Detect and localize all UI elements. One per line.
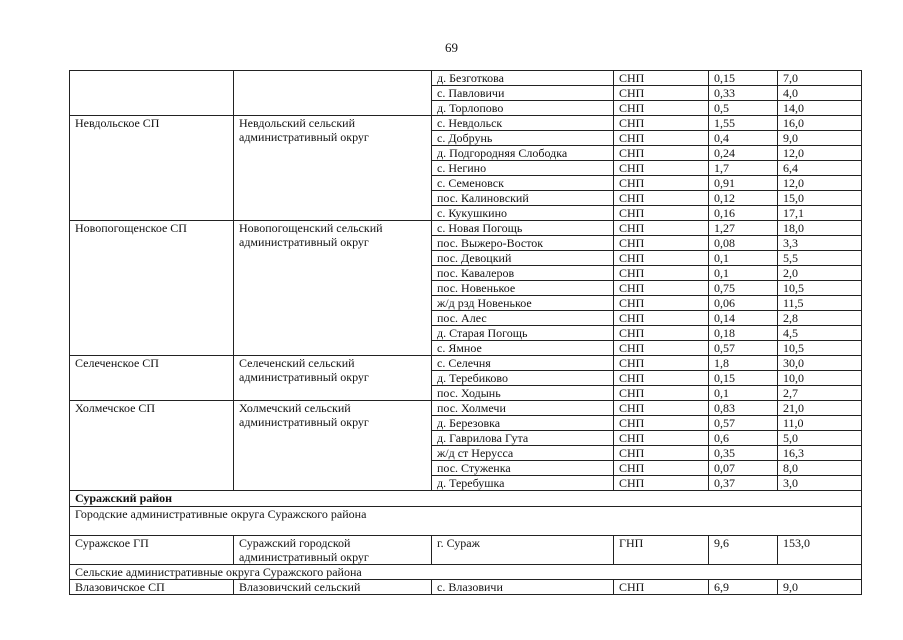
area-cell: 0,12 bbox=[709, 191, 778, 206]
area-cell: 0,15 bbox=[709, 371, 778, 386]
population-cell: 3,0 bbox=[778, 476, 862, 491]
place-cell: д. Гаврилова Гута bbox=[432, 431, 614, 446]
area-cell: 1,7 bbox=[709, 161, 778, 176]
population-cell: 16,3 bbox=[778, 446, 862, 461]
population-cell: 18,0 bbox=[778, 221, 862, 236]
place-cell: д. Теребушка bbox=[432, 476, 614, 491]
type-cell: ГНП bbox=[614, 536, 709, 565]
district-cell: Суражский городской административный округ bbox=[234, 536, 432, 565]
population-cell: 4,5 bbox=[778, 326, 862, 341]
population-cell: 30,0 bbox=[778, 356, 862, 371]
area-cell: 0,1 bbox=[709, 386, 778, 401]
type-cell: СНП bbox=[614, 476, 709, 491]
district-cell: Холмечский сельский административный округ bbox=[234, 401, 432, 491]
area-cell: 6,9 bbox=[709, 580, 778, 595]
type-cell: СНП bbox=[614, 146, 709, 161]
type-cell: СНП bbox=[614, 206, 709, 221]
population-cell: 3,3 bbox=[778, 236, 862, 251]
area-cell: 1,8 bbox=[709, 356, 778, 371]
place-cell: пос. Стуженка bbox=[432, 461, 614, 476]
settlement-cell: Новопогощенское СП bbox=[70, 221, 234, 356]
population-cell: 4,0 bbox=[778, 86, 862, 101]
type-cell: СНП bbox=[614, 461, 709, 476]
place-cell: д. Торлопово bbox=[432, 101, 614, 116]
area-cell: 0,18 bbox=[709, 326, 778, 341]
district-cell: Селеченский сельский административный округ bbox=[234, 356, 432, 401]
settlement-cell: Селеченское СП bbox=[70, 356, 234, 401]
population-cell: 6,4 bbox=[778, 161, 862, 176]
type-cell: СНП bbox=[614, 446, 709, 461]
area-cell: 0,06 bbox=[709, 296, 778, 311]
type-cell: СНП bbox=[614, 371, 709, 386]
area-cell: 0,16 bbox=[709, 206, 778, 221]
place-cell: пос. Кавалеров bbox=[432, 266, 614, 281]
population-cell: 2,0 bbox=[778, 266, 862, 281]
table-row bbox=[70, 580, 862, 595]
place-cell: д. Подгородняя Слободка bbox=[432, 146, 614, 161]
table-row bbox=[70, 71, 862, 86]
population-cell: 9,0 bbox=[778, 580, 862, 595]
area-cell: 0,57 bbox=[709, 341, 778, 356]
type-cell: СНП bbox=[614, 580, 709, 595]
place-cell: пос. Новенькое bbox=[432, 281, 614, 296]
place-cell: д. Теребиково bbox=[432, 371, 614, 386]
table-row bbox=[70, 221, 862, 236]
population-cell: 11,0 bbox=[778, 416, 862, 431]
district-cell: Влазовичский сельский bbox=[234, 580, 432, 595]
table-row bbox=[70, 536, 862, 565]
place-cell: пос. Холмечи bbox=[432, 401, 614, 416]
type-cell: СНП bbox=[614, 401, 709, 416]
area-cell: 0,14 bbox=[709, 311, 778, 326]
area-cell: 0,91 bbox=[709, 176, 778, 191]
type-cell: СНП bbox=[614, 296, 709, 311]
place-cell: д. Березовка bbox=[432, 416, 614, 431]
area-cell: 0,83 bbox=[709, 401, 778, 416]
type-cell: СНП bbox=[614, 326, 709, 341]
place-cell: пос. Девоцкий bbox=[432, 251, 614, 266]
place-cell: ж/д рзд Новенькое bbox=[432, 296, 614, 311]
population-cell: 8,0 bbox=[778, 461, 862, 476]
table-row bbox=[70, 356, 862, 371]
type-cell: СНП bbox=[614, 341, 709, 356]
place-cell: с. Негино bbox=[432, 161, 614, 176]
area-cell: 0,07 bbox=[709, 461, 778, 476]
table-row bbox=[70, 401, 862, 416]
district-cell: Новопогощенский сельский административный округ bbox=[234, 221, 432, 356]
area-cell: 0,33 bbox=[709, 86, 778, 101]
population-cell: 5,0 bbox=[778, 431, 862, 446]
type-cell: СНП bbox=[614, 281, 709, 296]
population-cell: 2,7 bbox=[778, 386, 862, 401]
type-cell: СНП bbox=[614, 176, 709, 191]
place-cell: с. Павловичи bbox=[432, 86, 614, 101]
place-cell: с. Влазовичи bbox=[432, 580, 614, 595]
type-cell: СНП bbox=[614, 131, 709, 146]
type-cell: СНП bbox=[614, 431, 709, 446]
area-cell: 0,5 bbox=[709, 101, 778, 116]
page-number: 69 bbox=[445, 40, 458, 55]
population-cell: 15,0 bbox=[778, 191, 862, 206]
type-cell: СНП bbox=[614, 236, 709, 251]
type-cell: СНП bbox=[614, 86, 709, 101]
district-cell bbox=[234, 71, 432, 116]
place-cell: с. Селечня bbox=[432, 356, 614, 371]
place-cell: пос. Алес bbox=[432, 311, 614, 326]
district-cell: Невдольский сельский административный округ bbox=[234, 116, 432, 221]
settlement-cell: Невдольское СП bbox=[70, 116, 234, 221]
area-cell: 0,75 bbox=[709, 281, 778, 296]
place-cell: с. Ямное bbox=[432, 341, 614, 356]
type-cell: СНП bbox=[614, 191, 709, 206]
population-cell: 16,0 bbox=[778, 116, 862, 131]
area-cell: 1,55 bbox=[709, 116, 778, 131]
area-cell: 0,1 bbox=[709, 266, 778, 281]
area-cell: 0,4 bbox=[709, 131, 778, 146]
population-cell: 11,5 bbox=[778, 296, 862, 311]
population-cell: 10,5 bbox=[778, 281, 862, 296]
population-cell: 9,0 bbox=[778, 131, 862, 146]
place-cell: с. Новая Погощь bbox=[432, 221, 614, 236]
area-cell: 0,35 bbox=[709, 446, 778, 461]
type-cell: СНП bbox=[614, 251, 709, 266]
area-cell: 0,1 bbox=[709, 251, 778, 266]
area-cell: 0,24 bbox=[709, 146, 778, 161]
population-cell: 2,8 bbox=[778, 311, 862, 326]
population-cell: 10,0 bbox=[778, 371, 862, 386]
type-cell: СНП bbox=[614, 221, 709, 236]
area-cell: 9,6 bbox=[709, 536, 778, 565]
population-cell: 12,0 bbox=[778, 146, 862, 161]
place-cell: с. Добрунь bbox=[432, 131, 614, 146]
table-row bbox=[70, 116, 862, 131]
population-cell: 12,0 bbox=[778, 176, 862, 191]
place-cell: пос. Ходынь bbox=[432, 386, 614, 401]
type-cell: СНП bbox=[614, 266, 709, 281]
type-cell: СНП bbox=[614, 356, 709, 371]
section-title: Суражский район bbox=[70, 491, 862, 507]
settlements-table bbox=[69, 70, 862, 595]
place-cell: с. Семеновск bbox=[432, 176, 614, 191]
type-cell: СНП bbox=[614, 116, 709, 131]
area-cell: 0,57 bbox=[709, 416, 778, 431]
place-cell: д. Старая Погощь bbox=[432, 326, 614, 341]
population-cell: 17,1 bbox=[778, 206, 862, 221]
population-cell: 7,0 bbox=[778, 71, 862, 86]
type-cell: СНП bbox=[614, 416, 709, 431]
type-cell: СНП bbox=[614, 311, 709, 326]
area-cell: 0,6 bbox=[709, 431, 778, 446]
type-cell: СНП bbox=[614, 101, 709, 116]
population-cell: 21,0 bbox=[778, 401, 862, 416]
place-cell: д. Безготкова bbox=[432, 71, 614, 86]
type-cell: СНП bbox=[614, 386, 709, 401]
place-cell: г. Сураж bbox=[432, 536, 614, 565]
place-cell: с. Кукушкино bbox=[432, 206, 614, 221]
settlement-cell: Влазовичское СП bbox=[70, 580, 234, 595]
place-cell: пос. Выжеро-Восток bbox=[432, 236, 614, 251]
settlement-cell: Холмечское СП bbox=[70, 401, 234, 491]
settlement-cell bbox=[70, 71, 234, 116]
area-cell: 1,27 bbox=[709, 221, 778, 236]
place-cell: пос. Калиновский bbox=[432, 191, 614, 206]
type-cell: СНП bbox=[614, 71, 709, 86]
population-cell: 153,0 bbox=[778, 536, 862, 565]
type-cell: СНП bbox=[614, 161, 709, 176]
population-cell: 5,5 bbox=[778, 251, 862, 266]
place-cell: с. Невдольск bbox=[432, 116, 614, 131]
urban-districts-heading: Городские административные округа Суражского района bbox=[70, 507, 862, 536]
population-cell: 14,0 bbox=[778, 101, 862, 116]
rural-districts-heading: Сельские административные округа Суражского района bbox=[70, 565, 862, 580]
population-cell: 10,5 bbox=[778, 341, 862, 356]
area-cell: 0,15 bbox=[709, 71, 778, 86]
area-cell: 0,37 bbox=[709, 476, 778, 491]
place-cell: ж/д ст Нерусса bbox=[432, 446, 614, 461]
settlement-cell: Суражское ГП bbox=[70, 536, 234, 565]
area-cell: 0,08 bbox=[709, 236, 778, 251]
